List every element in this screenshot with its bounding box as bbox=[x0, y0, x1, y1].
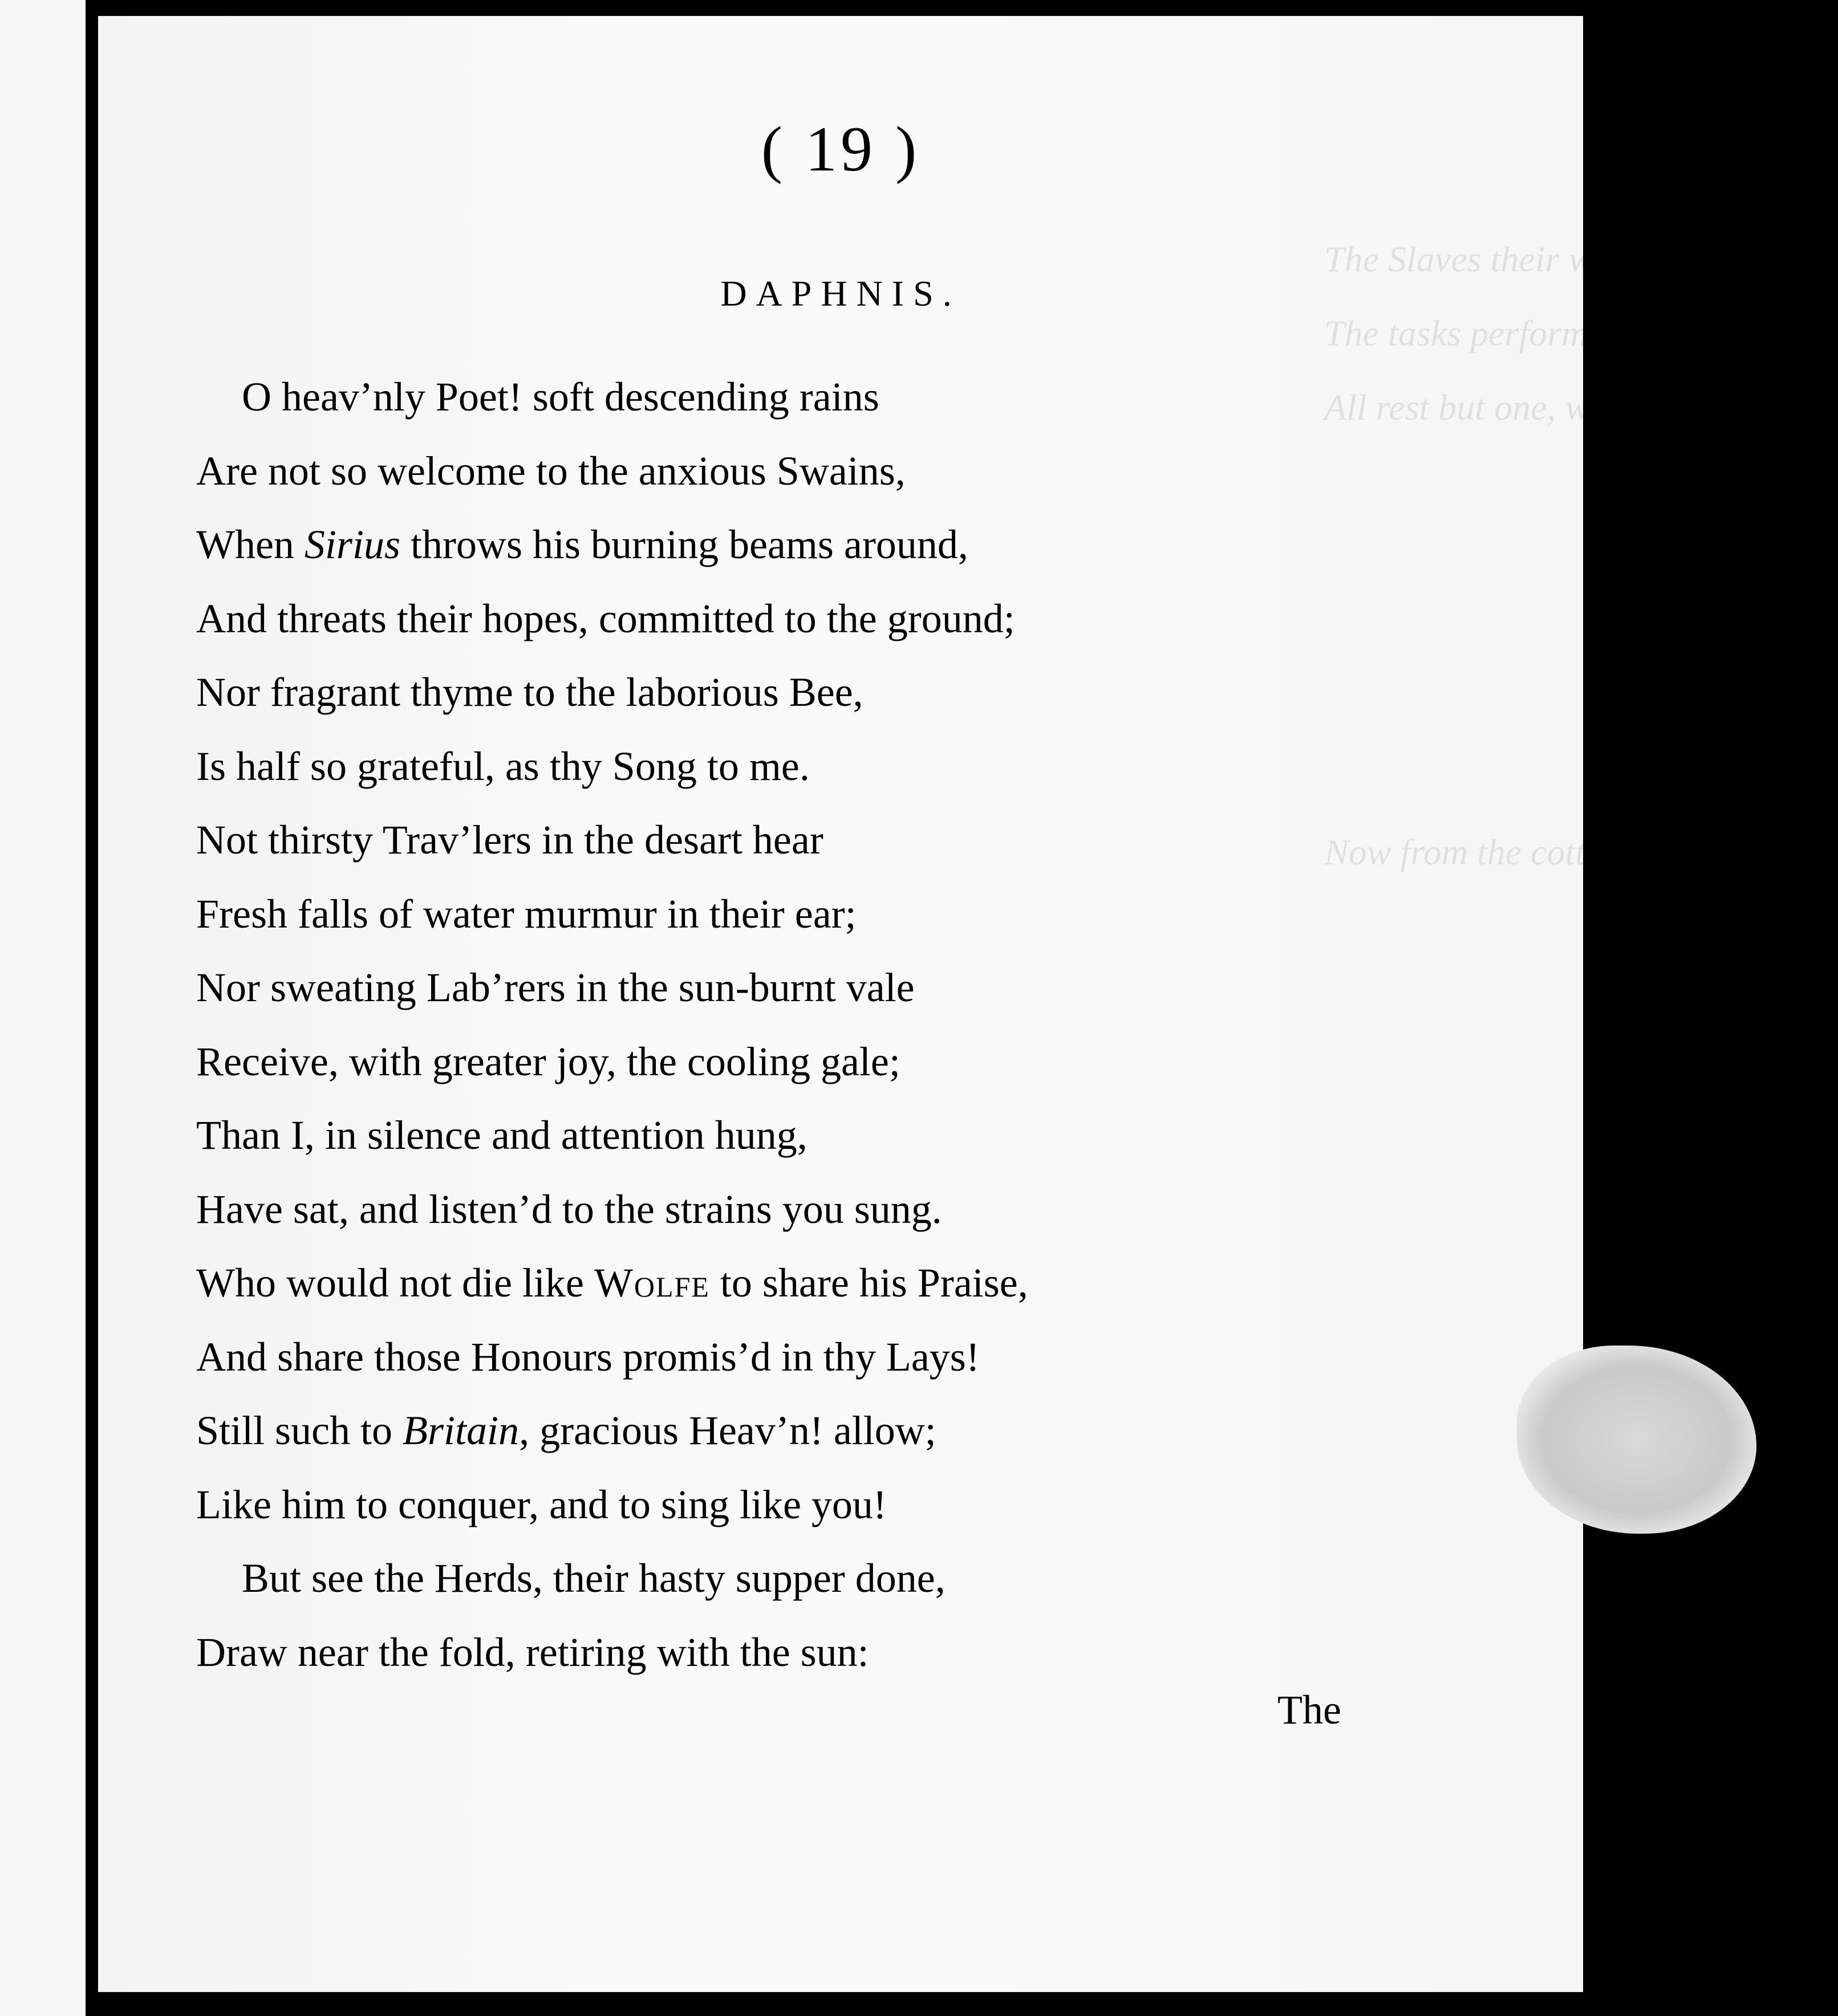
verse-line bbox=[196, 1334, 980, 1380]
verse-text: Nor sweating Lab’rers in the sun-burnt vale bbox=[196, 965, 915, 1010]
verse-text: to share his Praise, bbox=[709, 1260, 1028, 1306]
verse-line bbox=[196, 1260, 1028, 1306]
verse-text: But see the Herds, their hasty supper done, bbox=[242, 1555, 946, 1601]
verse-line bbox=[196, 1410, 936, 1451]
verse-line bbox=[196, 1629, 869, 1675]
verse-line bbox=[196, 743, 810, 789]
paper-damage bbox=[1517, 1346, 1756, 1534]
speaker-heading: DAPHNIS. bbox=[720, 273, 961, 314]
verse-line bbox=[196, 1112, 808, 1158]
verse-text: Who would not die like bbox=[196, 1260, 594, 1306]
verse-text: Wolfe bbox=[594, 1260, 710, 1306]
verse-line bbox=[196, 598, 1015, 639]
verse-text: Are not so welcome to the anxious Swains, bbox=[196, 448, 906, 494]
show-through-text: Now from the cottage bbox=[1324, 832, 1638, 872]
verse-line bbox=[196, 891, 857, 937]
show-through-text: All rest but one, who with bbox=[1324, 387, 1698, 428]
verse-line bbox=[196, 669, 863, 715]
verse-line bbox=[196, 448, 906, 494]
verse-text: O heav’nly Poet! soft descending rains bbox=[242, 374, 879, 420]
verse-text: Still such to bbox=[196, 1408, 403, 1453]
verse-line bbox=[196, 1041, 900, 1082]
verse-text: Receive, with greater joy, the cooling gale; bbox=[196, 1039, 900, 1084]
verse-line bbox=[242, 374, 879, 420]
verse-text: Britain bbox=[403, 1408, 520, 1453]
verse-line bbox=[196, 1484, 887, 1525]
show-through-text: The tasks perform’d their wayward bbox=[1324, 313, 1838, 353]
page-number: ( 19 ) bbox=[761, 114, 920, 185]
verse-text: Have sat, and listen’d to the strains you sung. bbox=[196, 1186, 942, 1232]
verse-text: And share those Honours promis’d in thy Lays! bbox=[196, 1334, 980, 1380]
verse-text: Than I, in silence and attention hung, bbox=[196, 1112, 808, 1158]
verse-text: Sirius bbox=[304, 522, 400, 567]
verse-line bbox=[196, 967, 915, 1008]
show-through-text: The Slaves their wearied limbs at bbox=[1324, 239, 1812, 279]
verse-text: Fresh falls of water murmur in their ear; bbox=[196, 891, 857, 937]
verse-line bbox=[196, 1186, 942, 1232]
verse-text: Draw near the fold, retiring with the sun: bbox=[196, 1629, 869, 1675]
facing-page-edge bbox=[0, 0, 86, 2016]
verse-text: Not thirsty Trav’lers in the desart hear bbox=[196, 817, 823, 863]
verse-text: Nor fragrant thyme to the laborious Bee, bbox=[196, 669, 863, 715]
verse-text: Is half so grateful, as thy Song to me. bbox=[196, 743, 810, 789]
catchword: The bbox=[1277, 1687, 1341, 1733]
verse-text: When bbox=[196, 522, 305, 567]
verse-text: And threats their hopes, committed to the ground; bbox=[196, 596, 1015, 641]
verse-line bbox=[196, 817, 823, 863]
verse-text: , gracious Heav’n! allow; bbox=[519, 1408, 936, 1453]
verse-line bbox=[242, 1555, 946, 1601]
gutter-shadow bbox=[86, 0, 98, 2016]
verse-text: Like him to conquer, and to sing like you! bbox=[196, 1482, 887, 1527]
book-page bbox=[98, 16, 1838, 1992]
verse-line bbox=[196, 524, 968, 565]
verse-text: throws his burning beams around, bbox=[400, 522, 968, 567]
